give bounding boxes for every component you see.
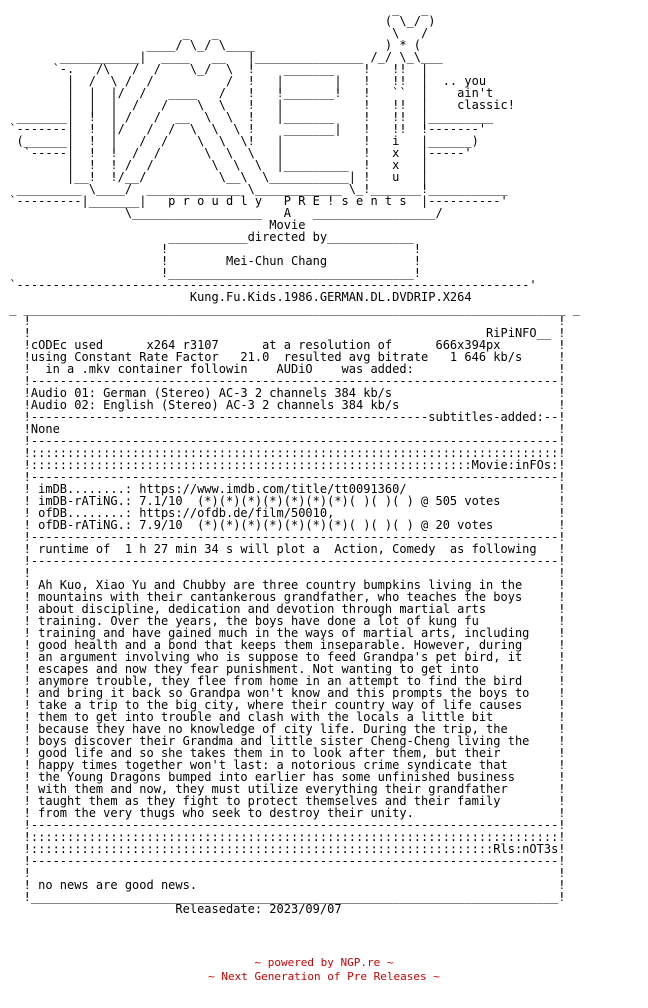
nfo-line: ! an argument involving who is suppose to feed Grandpa's pet bird, it ! [23,650,566,664]
nfo-line: ! ! [23,866,566,880]
nfo-line: ! ! [23,314,566,328]
ascii-art-line: ! ! [160,242,422,256]
ascii-art-line: \__________________ A _________________/ [124,206,443,220]
nfo-line: ! training and have gained much in the ways of martial arts, including ! [23,626,566,640]
nfo-line: ! good health and a bond that keeps them inseparable. However, during ! [23,638,566,652]
nfo-line: !:::::::::::::::::::::::::::::::::::::::::::::::::::::::::::::Movie:inFOs:! [23,458,566,472]
nfo-line: !cODEc used x264 r3107 at a resolution of 666x394px ! [23,338,566,352]
nfo-line: ! imDB-rATiNG.: 7.1/10 (*)(*)(*)(*)(*)(*)(*)( )( )( ) @ 505 votes ! [23,494,566,508]
nfo-line: ! runtime of 1 h 27 min 34 s will plot a Action, Comedy as following ! [23,542,566,556]
nfo-line: ! and bring it back so Grandpa won't know and this prompts the boys to ! [23,686,566,700]
tagline-link-row[interactable] [0,970,648,984]
nfo-line: !:::::::::::::::::::::::::::::::::::::::::::::::::::::::::::::::::::::::::! [23,830,566,844]
ascii-art-line: `---------|_______| p r o u d l y P R E ! s e n t s |----------' [9,194,508,208]
nfo-line: ! in a .mkv container followin AUDiO was added: ! [23,362,566,376]
nfo-line: ! mountains with their cantankerous grandfather, who teaches the boys ! [23,590,566,604]
ascii-art-line: _ _ [392,2,429,16]
ascii-art-line: | ! ! / / \ \ \ |_________ ! x | [67,158,429,172]
ascii-art-line: ___________directed by____________ [168,230,414,244]
nfo-line: !-------------------------------------------------------------------------! [23,554,566,568]
nfo-line: ! anymore trouble, they flee from home in an attempt to find the bird ! [23,674,566,688]
nfo-line: ! them to get into trouble and clash with the locals a little bit ! [23,710,566,724]
nfo-line: ! boys discover their Grandma and little sister Cheng-Cheng living the ! [23,734,566,748]
nfo-line: ! because they have no knowledge of city life. During the trip, the ! [23,722,566,736]
nfo-line: ! happy times together won't last: a notorious crime syndicate that ! [23,758,566,772]
ascii-art-line: (______| ! | / / \ \ \! | ! i |______) [16,134,479,148]
nfo-line: ! RiPiNFO__ ! [23,326,566,340]
nfo-line: _ ___________________________________________________________________________ _ [9,302,580,316]
powered-by-link[interactable]: ~ powered by NGP.re ~ [254,956,394,969]
ascii-art-line: !__________________________________! [160,266,422,280]
nfo-line: !-------------------------------------------------------------------------! [23,374,566,388]
nfo-line: ! from the very thugs who seek to destroy their unity. ! [23,806,566,820]
nfo-line: ! training. Over the years, the boys have done a lot of kung fu ! [23,614,566,628]
ascii-art-line: Movie [269,218,306,232]
nfo-line: !-------------------------------------------------------subtitles-added:--! [23,410,566,424]
ascii-art-line: | / \ / / / ! | | ! !! | .. you [67,74,487,88]
ascii-art-line: ! Mei-Chun Chang ! [160,254,422,268]
nfo-line: !Audio 01: German (Stereo) AC-3 2 channels 384 kb/s ! [23,386,566,400]
nfo-line: ! no news are good news. ! [23,878,566,892]
nfo-line: !-------------------------------------------------------------------------! [23,434,566,448]
nfo-line: !-------------------------------------------------------------------------! [23,530,566,544]
nfo-line: ! Ah Kuo, Xiao Yu and Chubby are three country bumpkins living in the ! [23,578,566,592]
nfo-line: ! ! [23,566,566,580]
nfo-line: !_________________________________________________________________________! [23,890,566,904]
nfo-line: ! ofDB........: https://ofdb.de/film/50010, ! [23,506,566,520]
powered-by-link-row[interactable] [0,956,648,970]
ascii-art-line: ___________| ____ __ |_______________ /_/ \_\___ [59,50,443,64]
ascii-art-line: | | | / / \ \ ! | ! !! | classic! [67,98,515,112]
ascii-art-line: _________ \____/ _____________ \____________ \_!_______!___________ [16,182,508,196]
nfo-line: ! about discipline, dedication and devotion through martial arts ! [23,602,566,616]
nfo-line: ! ofDB-rATiNG.: 7.9/10 (*)(*)(*)(*)(*)(*)(*)( )( )( ) @ 20 votes ! [23,518,566,532]
nfo-text [2,3,580,915]
nfo-line: !None ! [23,422,566,436]
nfo-line: ! with them and now, they must utilize everything their grandfather ! [23,782,566,796]
ascii-art-line: `-------| ! |/ / / \ \ \ ! _______| ! !! !-------' [9,122,487,136]
ascii-art-line: _ _ \ / [182,26,429,40]
nfo-line: !::::::::::::::::::::::::::::::::::::::::::::::::::::::::::::::::Rls:nOT3s! [23,842,566,856]
nfo-line: !-------------------------------------------------------------------------! [23,818,566,832]
ascii-art-line: `-----------------------------------------------------------------------' [9,278,537,292]
release-name: Kung.Fu.Kids.1986.GERMAN.DL.DVDRIP.X264 [189,290,472,304]
ascii-art-line: ( \_/ ) [384,14,436,28]
tagline-link[interactable]: ~ Next Generation of Pre Releases ~ [208,970,440,983]
ascii-art-line: ____/ \_/ \____ ) * ( [146,38,422,52]
ascii-art-line: _______| ! | / / __ \ \ ! |_______ ! !! |_________ [16,110,494,124]
nfo-line: ! the Young Dragons bumped into earlier has some unfinished business ! [23,770,566,784]
nfo-line: !-------------------------------------------------------------------------! [23,470,566,484]
ascii-art-line: | | |/ / ____ / ! !_______! ! `` | ain't [67,86,494,100]
ascii-art-line: `-. /\ / / \_/ \ ! _______ ! !! | [52,62,429,76]
nfo-line: Releasedate: 2023/09/07 [175,902,342,916]
nfo-line: !:::::::::::::::::::::::::::::::::::::::::::::::::::::::::::::::::::::::::! [23,446,566,460]
nfo-line: ! imDB........: https://www.imdb.com/title/tt0091360/ ! [23,482,566,496]
nfo-line: ! taught them as they fight to protect themselves and their family ! [23,794,566,808]
nfo-line: ! escapes and now they fear punishment. Not wanting to get into ! [23,662,566,676]
ascii-art-line: `-----| ! ! / / \ \ \ | ! x |-----' [23,146,472,160]
nfo-line: !using Constant Rate Factor 21.0 resulted avg bitrate 1 646 kb/s ! [23,350,566,364]
nfo-line: !Audio 02: English (Stereo) AC-3 2 channels 384 kb/s ! [23,398,566,412]
nfo-line: ! take a trip to the big city, where their country way of life causes ! [23,698,566,712]
nfo-line: !-------------------------------------------------------------------------! [23,854,566,868]
nfo-line: ! good life and so she takes them in to look after them, but their ! [23,746,566,760]
ascii-art-line: |__! !/__/ \__\ \___________| ! u | [67,170,429,184]
